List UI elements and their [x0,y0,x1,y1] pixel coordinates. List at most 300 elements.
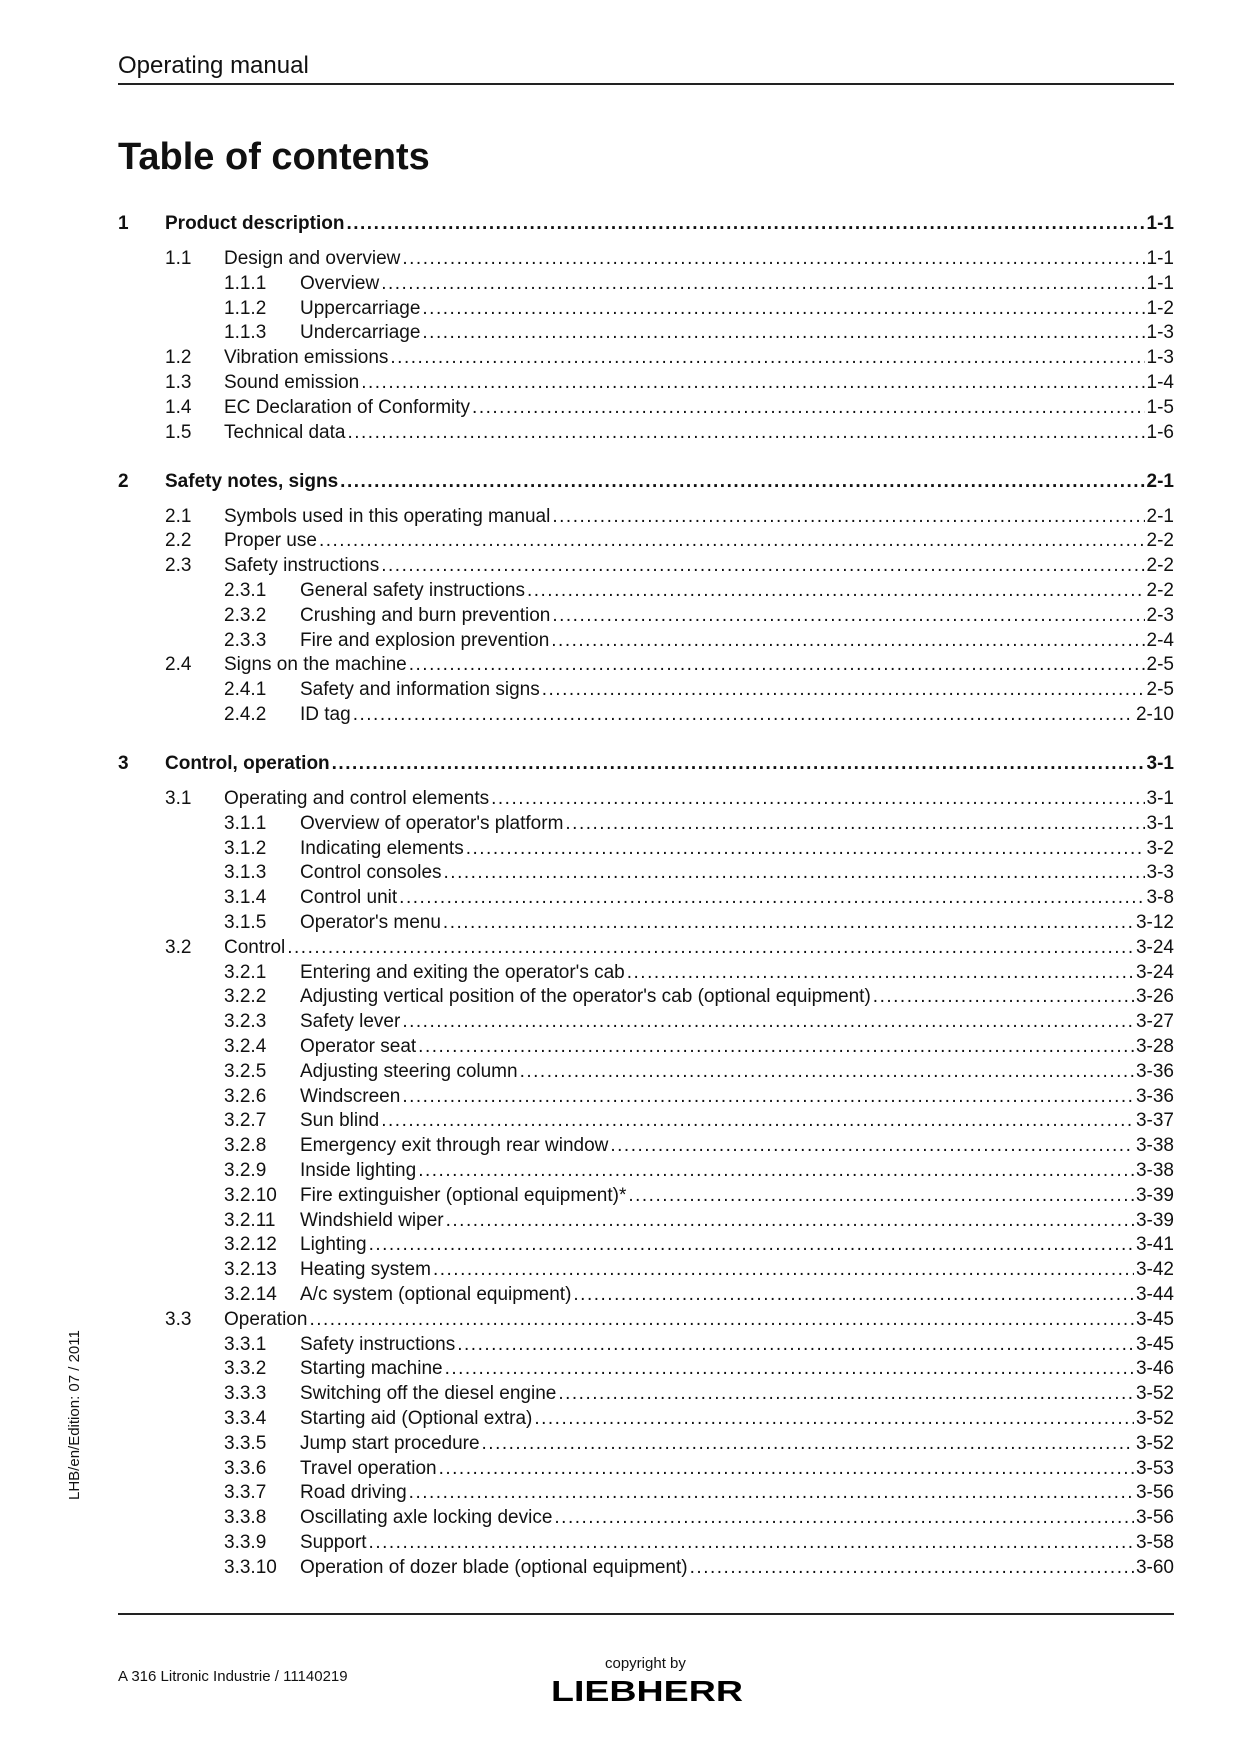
toc-entry-row[interactable] [118,960,1174,985]
toc-entry-line [224,553,1174,578]
toc-entry-number: 3.3.6 [224,1458,267,1479]
toc-entry-line [300,1108,1174,1133]
toc-dot-leader [558,1381,1134,1406]
toc-entry-title: Operator's menu [300,912,441,933]
toc-entry-number: 1.1.1 [224,273,267,294]
toc-entry-row[interactable] [118,1307,1174,1332]
toc-chapter-row[interactable] [118,751,1174,776]
toc-entry-title: Road driving [300,1482,407,1503]
toc-entry-line [300,1034,1174,1059]
toc-entry-line [300,984,1174,1009]
toc-dot-leader [573,1282,1134,1307]
toc-dot-leader [534,1406,1134,1431]
toc-dot-leader [418,1158,1134,1183]
toc-entry-line [224,420,1174,445]
toc-entry-number: 3.3.10 [224,1557,277,1578]
toc-entry-page: 1-1 [1146,213,1174,234]
toc-chapter-row[interactable] [118,211,1174,236]
toc-entry-title: Undercarriage [300,322,421,343]
toc-entry-page: 3-41 [1135,1234,1174,1255]
toc-dot-leader [552,603,1144,628]
toc-entry-title: Jump start procedure [300,1433,480,1454]
toc-entry-row[interactable] [118,528,1174,553]
toc-entry-row[interactable] [118,1332,1174,1357]
toc-entry-row[interactable] [118,1108,1174,1133]
toc-entry-row[interactable] [118,860,1174,885]
toc-entry-page: 3-56 [1135,1507,1174,1528]
toc-entry-title: Technical data [224,422,346,443]
toc-entry-line [224,1307,1174,1332]
toc-entry-row[interactable] [118,345,1174,370]
toc-entry-number: 3.3.9 [224,1532,267,1553]
toc-entry-line [300,836,1174,861]
toc-entry-page: 3-46 [1135,1358,1174,1379]
toc-entry-row[interactable] [118,786,1174,811]
toc-entry-row[interactable] [118,1009,1174,1034]
toc-entry-title: Entering and exiting the operator's cab [300,962,625,983]
toc-entry-page: 3-52 [1135,1408,1174,1429]
toc-entry-line [300,1356,1174,1381]
toc-dot-leader [628,1183,1134,1208]
toc-entry-line [300,628,1174,653]
toc-entry-number: 3.2.13 [224,1259,277,1280]
toc-dot-leader [873,984,1134,1009]
toc-dot-leader [627,960,1134,985]
toc-entry-title: Emergency exit through rear window [300,1135,609,1156]
toc-entry-row[interactable] [118,1356,1174,1381]
toc-dot-leader [409,1480,1134,1505]
toc-entry-number: 1 [118,213,129,234]
toc-entry-page: 3-53 [1135,1458,1174,1479]
toc-entry-line [300,1133,1174,1158]
toc-entry-page: 2-5 [1146,654,1174,675]
toc-dot-leader [457,1332,1134,1357]
toc-entry-title: Starting machine [300,1358,443,1379]
toc-entry-page: 2-3 [1146,605,1174,626]
toc-entry-number: 3.2.2 [224,986,267,1007]
toc-entry-line [300,860,1174,885]
toc-entry-line [300,1505,1174,1530]
toc-entry-page: 2-2 [1146,580,1174,601]
toc-dot-leader [552,504,1144,529]
toc-entry-page: 2-1 [1146,471,1174,492]
toc-entry-page: 1-6 [1146,422,1174,443]
toc-entry-page: 3-1 [1146,813,1174,834]
toc-entry-title: Vibration emissions [224,347,389,368]
toc-dot-leader [690,1555,1134,1580]
toc-entry-line [165,751,1174,776]
toc-entry-title: Operator seat [300,1036,417,1057]
toc-dot-leader [520,1059,1134,1084]
toc-entry-line [300,960,1174,985]
toc-entry-number: 3.2.1 [224,962,267,983]
toc-entry-page: 2-10 [1135,704,1174,725]
toc-dot-leader [482,1431,1134,1456]
toc-entry-line [300,702,1174,727]
toc-entry-number: 3.2.12 [224,1234,277,1255]
toc-entry-page: 3-28 [1135,1036,1174,1057]
toc-entry-line [300,578,1174,603]
header-divider [118,83,1174,85]
toc-entry-page: 3-42 [1135,1259,1174,1280]
toc-entry-number: 1.2 [165,347,192,368]
toc-chapter-row[interactable] [118,469,1174,494]
toc-dot-leader [369,1530,1134,1555]
toc-entry-number: 3.3.7 [224,1482,267,1503]
toc-entry-title: Control [224,937,286,958]
toc-dot-leader [402,1084,1134,1109]
toc-entry-page: 1-3 [1146,322,1174,343]
toc-entry-page: 3-38 [1135,1160,1174,1181]
toc-entry-title: EC Declaration of Conformity [224,397,471,418]
toc-entry-line [300,1257,1174,1282]
toc-dot-leader [491,786,1144,811]
toc-entry-page: 2-2 [1146,530,1174,551]
toc-entry-line [300,320,1174,345]
toc-entry-title: Operating and control elements [224,788,490,809]
toc-entry-number: 3.1 [165,788,192,809]
toc-entry-row[interactable] [118,320,1174,345]
toc-entry-row[interactable] [118,1257,1174,1282]
toc-entry-page: 3-45 [1135,1334,1174,1355]
toc-entry-title: Starting aid (Optional extra) [300,1408,533,1429]
logo-text: LIEBHERR [551,1676,744,1706]
toc-entry-number: 2.1 [165,506,192,527]
toc-dot-leader [443,910,1134,935]
toc-entry-page: 3-39 [1135,1210,1174,1231]
toc-entry-page: 1-1 [1146,248,1174,269]
toc-entry-row[interactable] [118,246,1174,271]
toc-entry-number: 2.3 [165,555,192,576]
toc-entry-title: General safety instructions [300,580,525,601]
toc-entry-title: Inside lighting [300,1160,417,1181]
toc-entry-row[interactable] [118,702,1174,727]
toc-entry-page: 3-44 [1135,1284,1174,1305]
toc-entry-row[interactable] [118,1208,1174,1233]
toc-entry-page: 2-5 [1146,679,1174,700]
toc-entry-title: Uppercarriage [300,298,421,319]
toc-entry-title: Windscreen [300,1086,401,1107]
toc-entry-title: Symbols used in this operating manual [224,506,551,527]
toc-entry-line [224,786,1174,811]
toc-entry-title: Product description [165,213,345,234]
toc-entry-row[interactable] [118,628,1174,653]
toc-entry-page: 3-8 [1146,887,1174,908]
toc-dot-leader [422,320,1144,345]
toc-dot-leader [418,1034,1134,1059]
toc-entry-number: 3 [118,753,129,774]
toc-dot-leader [554,1505,1134,1530]
toc-entry-page: 3-1 [1146,788,1174,809]
toc-entry-title: Control, operation [165,753,330,774]
toc-entry-number: 3.2.14 [224,1284,277,1305]
toc-entry-title: Overview [300,273,380,294]
toc-entry-row[interactable] [118,395,1174,420]
toc-dot-leader [402,246,1144,271]
toc-entry-number: 2.4 [165,654,192,675]
toc-entry-number: 3.3.2 [224,1358,267,1379]
toc-entry-line [224,246,1174,271]
toc-entry-row[interactable] [118,271,1174,296]
toc-entry-number: 3.2.3 [224,1011,267,1032]
toc-entry-title: Windshield wiper [300,1210,444,1231]
toc-entry-row[interactable] [118,1158,1174,1183]
toc-dot-leader [347,420,1144,445]
toc-entry-row[interactable] [118,836,1174,861]
toc-entry-line [300,677,1174,702]
toc-entry-line [300,603,1174,628]
toc-dot-leader [287,935,1134,960]
toc-entry-row[interactable] [118,370,1174,395]
toc-entry-title: Support [300,1532,367,1553]
toc-entry-number: 1.4 [165,397,192,418]
toc-dot-leader [381,1108,1134,1133]
toc-entry-row[interactable] [118,1431,1174,1456]
toc-entry-page: 3-36 [1135,1086,1174,1107]
toc-dot-leader [444,860,1145,885]
toc-dot-leader [527,578,1145,603]
toc-dot-leader [402,1009,1134,1034]
toc-entry-title: Overview of operator's platform [300,813,564,834]
toc-entry-number: 3.2.8 [224,1135,267,1156]
toc-entry-row[interactable] [118,296,1174,321]
toc-entry-title: Fire and explosion prevention [300,630,550,651]
toc-entry-page: 2-4 [1146,630,1174,651]
toc-entry-title: Safety notes, signs [165,471,339,492]
toc-entry-number: 3.1.3 [224,862,267,883]
toc-entry-row[interactable] [118,1084,1174,1109]
toc-entry-line [300,1381,1174,1406]
toc-entry-line [300,1480,1174,1505]
toc-entry-row[interactable] [118,603,1174,628]
toc-entry-number: 2.3.3 [224,630,267,651]
toc-entry-row[interactable] [118,1282,1174,1307]
toc-entry-title: Adjusting vertical position of the operator's cab (optional equipment) [300,986,871,1007]
toc-dot-leader [369,1232,1134,1257]
toc-entry-title: Sound emission [224,372,360,393]
toc-entry-page: 3-24 [1135,962,1174,983]
toc-entry-page: 3-52 [1135,1383,1174,1404]
toc-entry-number: 2.4.2 [224,704,267,725]
toc-entry-title: Operation of dozer blade (optional equipment) [300,1557,688,1578]
toc-entry-title: Adjusting steering column [300,1061,518,1082]
footer-document-id: A 316 Litronic Industrie / 11140219 [118,1668,348,1685]
toc-entry-line [300,1208,1174,1233]
toc-entry-page: 1-4 [1146,372,1174,393]
toc-entry-line [224,528,1174,553]
toc-entry-page: 3-38 [1135,1135,1174,1156]
toc-entry-line [300,811,1174,836]
toc-entry-row[interactable] [118,420,1174,445]
toc-entry-page: 1-5 [1146,397,1174,418]
toc-entry-row[interactable] [118,885,1174,910]
toc-entry-page: 3-52 [1135,1433,1174,1454]
toc-entry-title: Safety instructions [300,1334,456,1355]
toc-entry-line [165,211,1174,236]
toc-entry-line [300,296,1174,321]
toc-entry-number: 3.2.11 [224,1210,276,1231]
toc-entry-number: 3.3.3 [224,1383,267,1404]
toc-dot-leader [390,345,1144,370]
toc-dot-leader [542,677,1145,702]
toc-entry-number: 2.3.2 [224,605,267,626]
toc-entry-line [300,1456,1174,1481]
toc-entry-number: 1.1 [165,248,192,269]
toc-entry-number: 3.1.4 [224,887,267,908]
toc-entry-number: 1.3 [165,372,192,393]
toc-dot-leader [409,652,1145,677]
toc-entry-page: 3-36 [1135,1061,1174,1082]
toc-dot-leader [433,1257,1134,1282]
toc-entry-page: 2-1 [1146,506,1174,527]
toc-entry-number: 3.3.1 [224,1334,267,1355]
toc-entry-line [300,1406,1174,1431]
toc-entry-number: 2.3.1 [224,580,267,601]
toc-entry-row[interactable] [118,984,1174,1009]
toc-entry-number: 3.1.5 [224,912,267,933]
toc-entry-title: A/c system (optional equipment) [300,1284,572,1305]
toc-entry-page: 3-3 [1146,862,1174,883]
toc-dot-leader [381,271,1144,296]
toc-entry-row[interactable] [118,553,1174,578]
toc-entry-line [224,504,1174,529]
toc-entry-row[interactable] [118,1480,1174,1505]
toc-entry-title: Fire extinguisher (optional equipment)* [300,1185,627,1206]
toc-entry-line [224,935,1174,960]
toc-entry-title: Control consoles [300,862,442,883]
toc-entry-number: 3.2.7 [224,1110,267,1131]
toc-entry-row[interactable] [118,1034,1174,1059]
toc-entry-number: 1.5 [165,422,192,443]
toc-entry-line [300,910,1174,935]
edition-sidebar-text: LHB/en/Edition: 07 / 2011 [66,1330,83,1500]
toc-entry-line [300,1555,1174,1580]
toc-entry-number: 3.1.1 [224,813,267,834]
toc-entry-title: Design and overview [224,248,401,269]
toc-entry-title: Lighting [300,1234,367,1255]
toc-entry-number: 3.1.2 [224,838,267,859]
toc-entry-number: 3.2 [165,937,192,958]
toc-dot-leader [422,296,1144,321]
toc-entry-line [300,1009,1174,1034]
toc-entry-number: 2.2 [165,530,192,551]
toc-entry-line [300,1158,1174,1183]
toc-entry-title: Crushing and burn prevention [300,605,551,626]
toc-entry-row[interactable] [118,1183,1174,1208]
toc-entry-row[interactable] [118,1530,1174,1555]
toc-entry-number: 3.2.6 [224,1086,267,1107]
toc-dot-leader [610,1133,1134,1158]
toc-entry-title: Indicating elements [300,838,464,859]
toc-entry-title: Signs on the machine [224,654,407,675]
toc-entry-line [300,1530,1174,1555]
toc-entry-title: Control unit [300,887,398,908]
toc-entry-row[interactable] [118,910,1174,935]
toc-entry-page: 3-1 [1146,753,1174,774]
toc-entry-title: Safety lever [300,1011,401,1032]
toc-entry-page: 3-45 [1135,1309,1174,1330]
toc-dot-leader [361,370,1144,395]
toc-entry-page: 3-26 [1135,986,1174,1007]
toc-entry-row[interactable] [118,504,1174,529]
toc-entry-number: 3.3.4 [224,1408,267,1429]
toc-dot-leader [309,1307,1134,1332]
liebherr-logo [551,1676,746,1706]
toc-entry-title: Safety and information signs [300,679,540,700]
toc-dot-leader [340,469,1144,494]
toc-dot-leader [381,553,1144,578]
toc-entry-number: 1.1.2 [224,298,267,319]
toc-entry-line [224,652,1174,677]
toc-entry-title: Switching off the diesel engine [300,1383,557,1404]
toc-entry-row[interactable] [118,578,1174,603]
toc-entry-line [224,395,1174,420]
toc-entry-line [300,271,1174,296]
toc-entry-line [300,1332,1174,1357]
toc-entry-title: Operation [224,1309,308,1330]
toc-entry-row[interactable] [118,1059,1174,1084]
toc-entry-title: Travel operation [300,1458,437,1479]
toc-entry-title: Oscillating axle locking device [300,1507,553,1528]
toc-entry-row[interactable] [118,1555,1174,1580]
toc-entry-number: 3.2.4 [224,1036,267,1057]
toc-dot-leader [551,628,1144,653]
copyright-label: copyright by [605,1655,686,1672]
toc-entry-line [165,469,1174,494]
toc-entry-page: 3-58 [1135,1532,1174,1553]
toc-entry-row[interactable] [118,1456,1174,1481]
toc-entry-page: 3-27 [1135,1011,1174,1032]
toc-entry-line [300,1232,1174,1257]
toc-entry-row[interactable] [118,1232,1174,1257]
toc-entry-page: 1-1 [1146,273,1174,294]
toc-dot-leader [319,528,1145,553]
toc-entry-row[interactable] [118,1505,1174,1530]
toc-entry-row[interactable] [118,1133,1174,1158]
page-title: Table of contents [118,136,430,178]
toc-entry-page: 3-24 [1135,937,1174,958]
footer-divider [118,1613,1174,1615]
toc-entry-row[interactable] [118,652,1174,677]
toc-entry-row[interactable] [118,811,1174,836]
toc-entry-title: Safety instructions [224,555,380,576]
toc-entry-line [300,1059,1174,1084]
toc-entry-line [300,1183,1174,1208]
toc-entry-line [224,370,1174,395]
toc-entry-page: 3-60 [1135,1557,1174,1578]
toc-entry-number: 3.2.5 [224,1061,267,1082]
toc-entry-page: 3-37 [1135,1110,1174,1131]
toc-entry-row[interactable] [118,1381,1174,1406]
toc-entry-number: 3.3.8 [224,1507,267,1528]
toc-entry-page: 1-3 [1146,347,1174,368]
toc-entry-row[interactable] [118,935,1174,960]
toc-dot-leader [439,1456,1134,1481]
toc-dot-leader [399,885,1144,910]
toc-entry-row[interactable] [118,677,1174,702]
toc-dot-leader [353,702,1134,727]
toc-entry-title: Sun blind [300,1110,380,1131]
toc-entry-number: 2.4.1 [224,679,267,700]
toc-entry-number: 2 [118,471,129,492]
toc-entry-page: 3-2 [1146,838,1174,859]
toc-entry-line [224,345,1174,370]
toc-dot-leader [332,751,1145,776]
toc-entry-row[interactable] [118,1406,1174,1431]
toc-entry-title: Heating system [300,1259,431,1280]
toc-entry-page: 1-2 [1146,298,1174,319]
toc-entry-page: 2-2 [1146,555,1174,576]
